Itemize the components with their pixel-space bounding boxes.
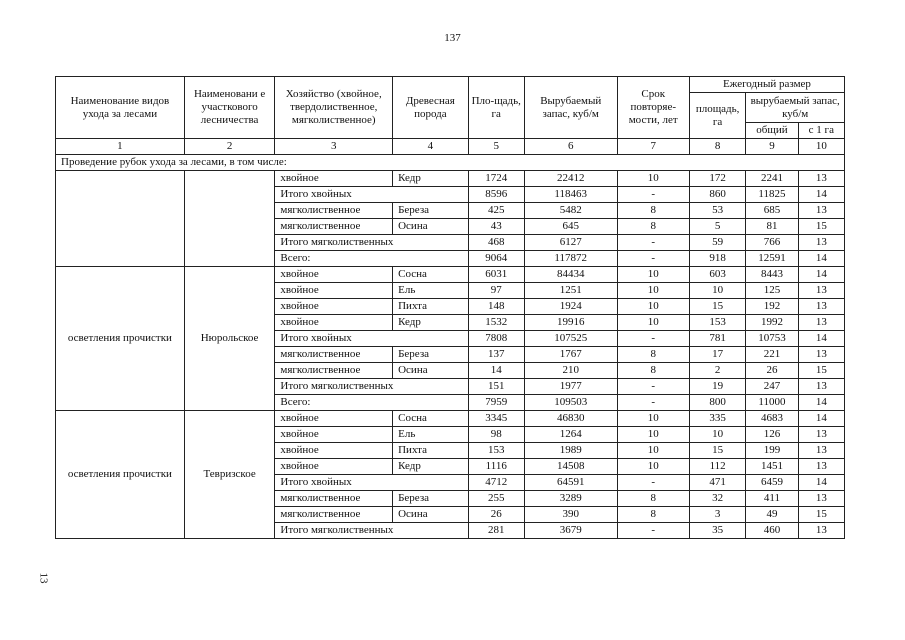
header-annual-area: площадь, га — [689, 93, 745, 139]
area-cell: 1724 — [468, 171, 524, 187]
annual-total-cell: 49 — [746, 507, 798, 523]
annual-area-cell: 2 — [689, 363, 745, 379]
column-number: 10 — [798, 139, 844, 155]
forestry-cell: Тевризское — [184, 411, 275, 539]
area-cell: 1532 — [468, 315, 524, 331]
farm-cell: Всего: — [275, 395, 468, 411]
annual-area-cell: 15 — [689, 299, 745, 315]
period-cell: 8 — [617, 347, 689, 363]
column-number: 2 — [184, 139, 275, 155]
table-row — [56, 171, 845, 187]
period-cell: 8 — [617, 203, 689, 219]
area-cell: 468 — [468, 235, 524, 251]
volume-cell: 84434 — [524, 267, 617, 283]
annual-area-cell: 112 — [689, 459, 745, 475]
farm-cell: мягколиственное — [275, 363, 393, 379]
period-cell: 10 — [617, 299, 689, 315]
header-area: Пло-щадь, га — [468, 77, 524, 139]
annual-per-ha-cell: 13 — [798, 235, 844, 251]
header-forestry: Наименовани е участкового лесничества — [184, 77, 275, 139]
period-cell: - — [617, 187, 689, 203]
annual-total-cell: 460 — [746, 523, 798, 539]
annual-total-cell: 685 — [746, 203, 798, 219]
annual-per-ha-cell: 14 — [798, 187, 844, 203]
period-cell: - — [617, 379, 689, 395]
annual-per-ha-cell: 14 — [798, 475, 844, 491]
care-type-cell: осветления прочистки — [56, 267, 185, 411]
period-cell: 10 — [617, 459, 689, 475]
table-body — [56, 155, 845, 539]
annual-per-ha-cell: 13 — [798, 459, 844, 475]
forest-care-table — [55, 76, 845, 539]
table-row — [56, 267, 845, 283]
annual-per-ha-cell: 13 — [798, 203, 844, 219]
volume-cell: 118463 — [524, 187, 617, 203]
annual-total-cell: 4683 — [746, 411, 798, 427]
farm-cell: мягколиственное — [275, 219, 393, 235]
volume-cell: 109503 — [524, 395, 617, 411]
species-cell: Ель — [393, 283, 468, 299]
area-cell: 6031 — [468, 267, 524, 283]
annual-per-ha-cell: 14 — [798, 251, 844, 267]
annual-area-cell: 35 — [689, 523, 745, 539]
annual-per-ha-cell: 14 — [798, 331, 844, 347]
volume-cell: 3289 — [524, 491, 617, 507]
volume-cell: 1264 — [524, 427, 617, 443]
page-number: 137 — [444, 32, 461, 44]
annual-total-cell: 411 — [746, 491, 798, 507]
annual-per-ha-cell: 14 — [798, 395, 844, 411]
annual-per-ha-cell: 13 — [798, 523, 844, 539]
area-cell: 153 — [468, 443, 524, 459]
area-cell: 281 — [468, 523, 524, 539]
volume-cell: 46830 — [524, 411, 617, 427]
farm-cell: хвойное — [275, 459, 393, 475]
species-cell: Кедр — [393, 459, 468, 475]
area-cell: 4712 — [468, 475, 524, 491]
period-cell: 8 — [617, 219, 689, 235]
annual-per-ha-cell: 13 — [798, 171, 844, 187]
area-cell: 148 — [468, 299, 524, 315]
column-number: 7 — [617, 139, 689, 155]
volume-cell: 5482 — [524, 203, 617, 219]
area-cell: 8596 — [468, 187, 524, 203]
annual-area-cell: 3 — [689, 507, 745, 523]
annual-area-cell: 153 — [689, 315, 745, 331]
annual-total-cell: 6459 — [746, 475, 798, 491]
farm-cell: хвойное — [275, 443, 393, 459]
area-cell: 43 — [468, 219, 524, 235]
farm-cell: Всего: — [275, 251, 468, 267]
header-care-type: Наименование видов ухода за лесами — [56, 77, 185, 139]
annual-area-cell: 471 — [689, 475, 745, 491]
annual-area-cell: 918 — [689, 251, 745, 267]
species-cell: Кедр — [393, 315, 468, 331]
annual-per-ha-cell: 13 — [798, 379, 844, 395]
header-annual-total: общий — [746, 123, 798, 139]
annual-total-cell: 2241 — [746, 171, 798, 187]
column-number: 1 — [56, 139, 185, 155]
area-cell: 255 — [468, 491, 524, 507]
annual-area-cell: 32 — [689, 491, 745, 507]
volume-cell: 1977 — [524, 379, 617, 395]
period-cell: - — [617, 395, 689, 411]
farm-cell: мягколиственное — [275, 203, 393, 219]
annual-total-cell: 766 — [746, 235, 798, 251]
volume-cell: 1767 — [524, 347, 617, 363]
annual-area-cell: 10 — [689, 283, 745, 299]
annual-area-cell: 5 — [689, 219, 745, 235]
farm-cell: хвойное — [275, 411, 393, 427]
annual-total-cell: 26 — [746, 363, 798, 379]
annual-per-ha-cell: 13 — [798, 347, 844, 363]
species-cell: Сосна — [393, 267, 468, 283]
farm-cell: Итого хвойных — [275, 187, 468, 203]
period-cell: 10 — [617, 171, 689, 187]
column-number: 9 — [746, 139, 798, 155]
period-cell: 10 — [617, 427, 689, 443]
forestry-cell: Нюрольское — [184, 267, 275, 411]
column-number: 4 — [393, 139, 468, 155]
annual-area-cell: 860 — [689, 187, 745, 203]
period-cell: - — [617, 331, 689, 347]
farm-cell: Итого хвойных — [275, 331, 468, 347]
annual-area-cell: 59 — [689, 235, 745, 251]
species-cell: Пихта — [393, 443, 468, 459]
section-title-row — [56, 155, 845, 171]
header-period: Срок повторяе-мости, лет — [617, 77, 689, 139]
area-cell: 7808 — [468, 331, 524, 347]
area-cell: 1116 — [468, 459, 524, 475]
column-number: 6 — [524, 139, 617, 155]
column-number: 3 — [275, 139, 393, 155]
species-cell: Ель — [393, 427, 468, 443]
annual-per-ha-cell: 13 — [798, 283, 844, 299]
annual-area-cell: 781 — [689, 331, 745, 347]
header-volume: Вырубаемый запас, куб/м — [524, 77, 617, 139]
volume-cell: 117872 — [524, 251, 617, 267]
annual-area-cell: 17 — [689, 347, 745, 363]
annual-per-ha-cell: 13 — [798, 443, 844, 459]
farm-cell: Итого мягколиственных — [275, 379, 468, 395]
species-cell: Сосна — [393, 411, 468, 427]
annual-per-ha-cell: 13 — [798, 491, 844, 507]
annual-total-cell: 12591 — [746, 251, 798, 267]
annual-area-cell: 19 — [689, 379, 745, 395]
period-cell: 10 — [617, 443, 689, 459]
area-cell: 97 — [468, 283, 524, 299]
area-cell: 425 — [468, 203, 524, 219]
period-cell: 8 — [617, 363, 689, 379]
care-type-cell — [56, 171, 185, 267]
area-cell: 98 — [468, 427, 524, 443]
header-farm: Хозяйство (хвойное, твердолиственное, мягколиственное) — [275, 77, 393, 139]
annual-per-ha-cell: 15 — [798, 363, 844, 379]
species-cell: Береза — [393, 491, 468, 507]
annual-total-cell: 126 — [746, 427, 798, 443]
farm-cell: хвойное — [275, 315, 393, 331]
annual-area-cell: 15 — [689, 443, 745, 459]
farm-cell: мягколиственное — [275, 347, 393, 363]
annual-total-cell: 221 — [746, 347, 798, 363]
volume-cell: 64591 — [524, 475, 617, 491]
area-cell: 3345 — [468, 411, 524, 427]
species-cell: Осина — [393, 363, 468, 379]
volume-cell: 645 — [524, 219, 617, 235]
farm-cell: хвойное — [275, 267, 393, 283]
annual-total-cell: 125 — [746, 283, 798, 299]
area-cell: 137 — [468, 347, 524, 363]
annual-per-ha-cell: 15 — [798, 219, 844, 235]
species-cell: Береза — [393, 347, 468, 363]
volume-cell: 19916 — [524, 315, 617, 331]
volume-cell: 107525 — [524, 331, 617, 347]
volume-cell: 390 — [524, 507, 617, 523]
annual-per-ha-cell: 13 — [798, 315, 844, 331]
area-cell: 9064 — [468, 251, 524, 267]
annual-total-cell: 247 — [746, 379, 798, 395]
column-number: 8 — [689, 139, 745, 155]
volume-cell: 1989 — [524, 443, 617, 459]
annual-area-cell: 335 — [689, 411, 745, 427]
volume-cell: 6127 — [524, 235, 617, 251]
area-cell: 151 — [468, 379, 524, 395]
period-cell: 8 — [617, 491, 689, 507]
section-title: Проведение рубок ухода за лесами, в том числе: — [56, 155, 845, 171]
header-annual-volume: вырубаемый запас, куб/м — [746, 93, 845, 123]
annual-total-cell: 10753 — [746, 331, 798, 347]
farm-cell: Итого мягколиственных — [275, 523, 468, 539]
farm-cell: мягколиственное — [275, 507, 393, 523]
header-annual-per-ha: с 1 га — [798, 123, 844, 139]
annual-per-ha-cell: 13 — [798, 427, 844, 443]
volume-cell: 210 — [524, 363, 617, 379]
header-species: Древесная порода — [393, 77, 468, 139]
annual-area-cell: 603 — [689, 267, 745, 283]
forestry-cell — [184, 171, 275, 267]
species-cell: Кедр — [393, 171, 468, 187]
annual-area-cell: 172 — [689, 171, 745, 187]
annual-total-cell: 81 — [746, 219, 798, 235]
period-cell: 10 — [617, 411, 689, 427]
farm-cell: хвойное — [275, 427, 393, 443]
period-cell: - — [617, 475, 689, 491]
care-type-cell: осветления прочистки — [56, 411, 185, 539]
period-cell: 10 — [617, 283, 689, 299]
species-cell: Осина — [393, 507, 468, 523]
farm-cell: Итого хвойных — [275, 475, 468, 491]
area-cell: 14 — [468, 363, 524, 379]
annual-total-cell: 1451 — [746, 459, 798, 475]
table-row — [56, 411, 845, 427]
period-cell: - — [617, 523, 689, 539]
period-cell: 10 — [617, 315, 689, 331]
farm-cell: хвойное — [275, 171, 393, 187]
area-cell: 26 — [468, 507, 524, 523]
annual-area-cell: 53 — [689, 203, 745, 219]
farm-cell: Итого мягколиственных — [275, 235, 468, 251]
table-header — [56, 77, 845, 155]
header-annual-size: Ежегодный размер — [689, 77, 844, 93]
volume-cell: 22412 — [524, 171, 617, 187]
annual-per-ha-cell: 14 — [798, 267, 844, 283]
period-cell: - — [617, 251, 689, 267]
annual-total-cell: 8443 — [746, 267, 798, 283]
annual-per-ha-cell: 15 — [798, 507, 844, 523]
annual-area-cell: 800 — [689, 395, 745, 411]
annual-per-ha-cell: 14 — [798, 411, 844, 427]
volume-cell: 1251 — [524, 283, 617, 299]
area-cell: 7959 — [468, 395, 524, 411]
annual-total-cell: 192 — [746, 299, 798, 315]
side-page-number: 13 — [37, 572, 50, 584]
volume-cell: 14508 — [524, 459, 617, 475]
species-cell: Пихта — [393, 299, 468, 315]
period-cell: - — [617, 235, 689, 251]
species-cell: Осина — [393, 219, 468, 235]
volume-cell: 1924 — [524, 299, 617, 315]
farm-cell: хвойное — [275, 283, 393, 299]
farm-cell: мягколиственное — [275, 491, 393, 507]
annual-total-cell: 1992 — [746, 315, 798, 331]
annual-per-ha-cell: 13 — [798, 299, 844, 315]
annual-area-cell: 10 — [689, 427, 745, 443]
period-cell: 8 — [617, 507, 689, 523]
period-cell: 10 — [617, 267, 689, 283]
annual-total-cell: 199 — [746, 443, 798, 459]
volume-cell: 3679 — [524, 523, 617, 539]
species-cell: Береза — [393, 203, 468, 219]
farm-cell: хвойное — [275, 299, 393, 315]
column-numbers-row — [56, 139, 845, 155]
column-number: 5 — [468, 139, 524, 155]
annual-total-cell: 11825 — [746, 187, 798, 203]
annual-total-cell: 11000 — [746, 395, 798, 411]
